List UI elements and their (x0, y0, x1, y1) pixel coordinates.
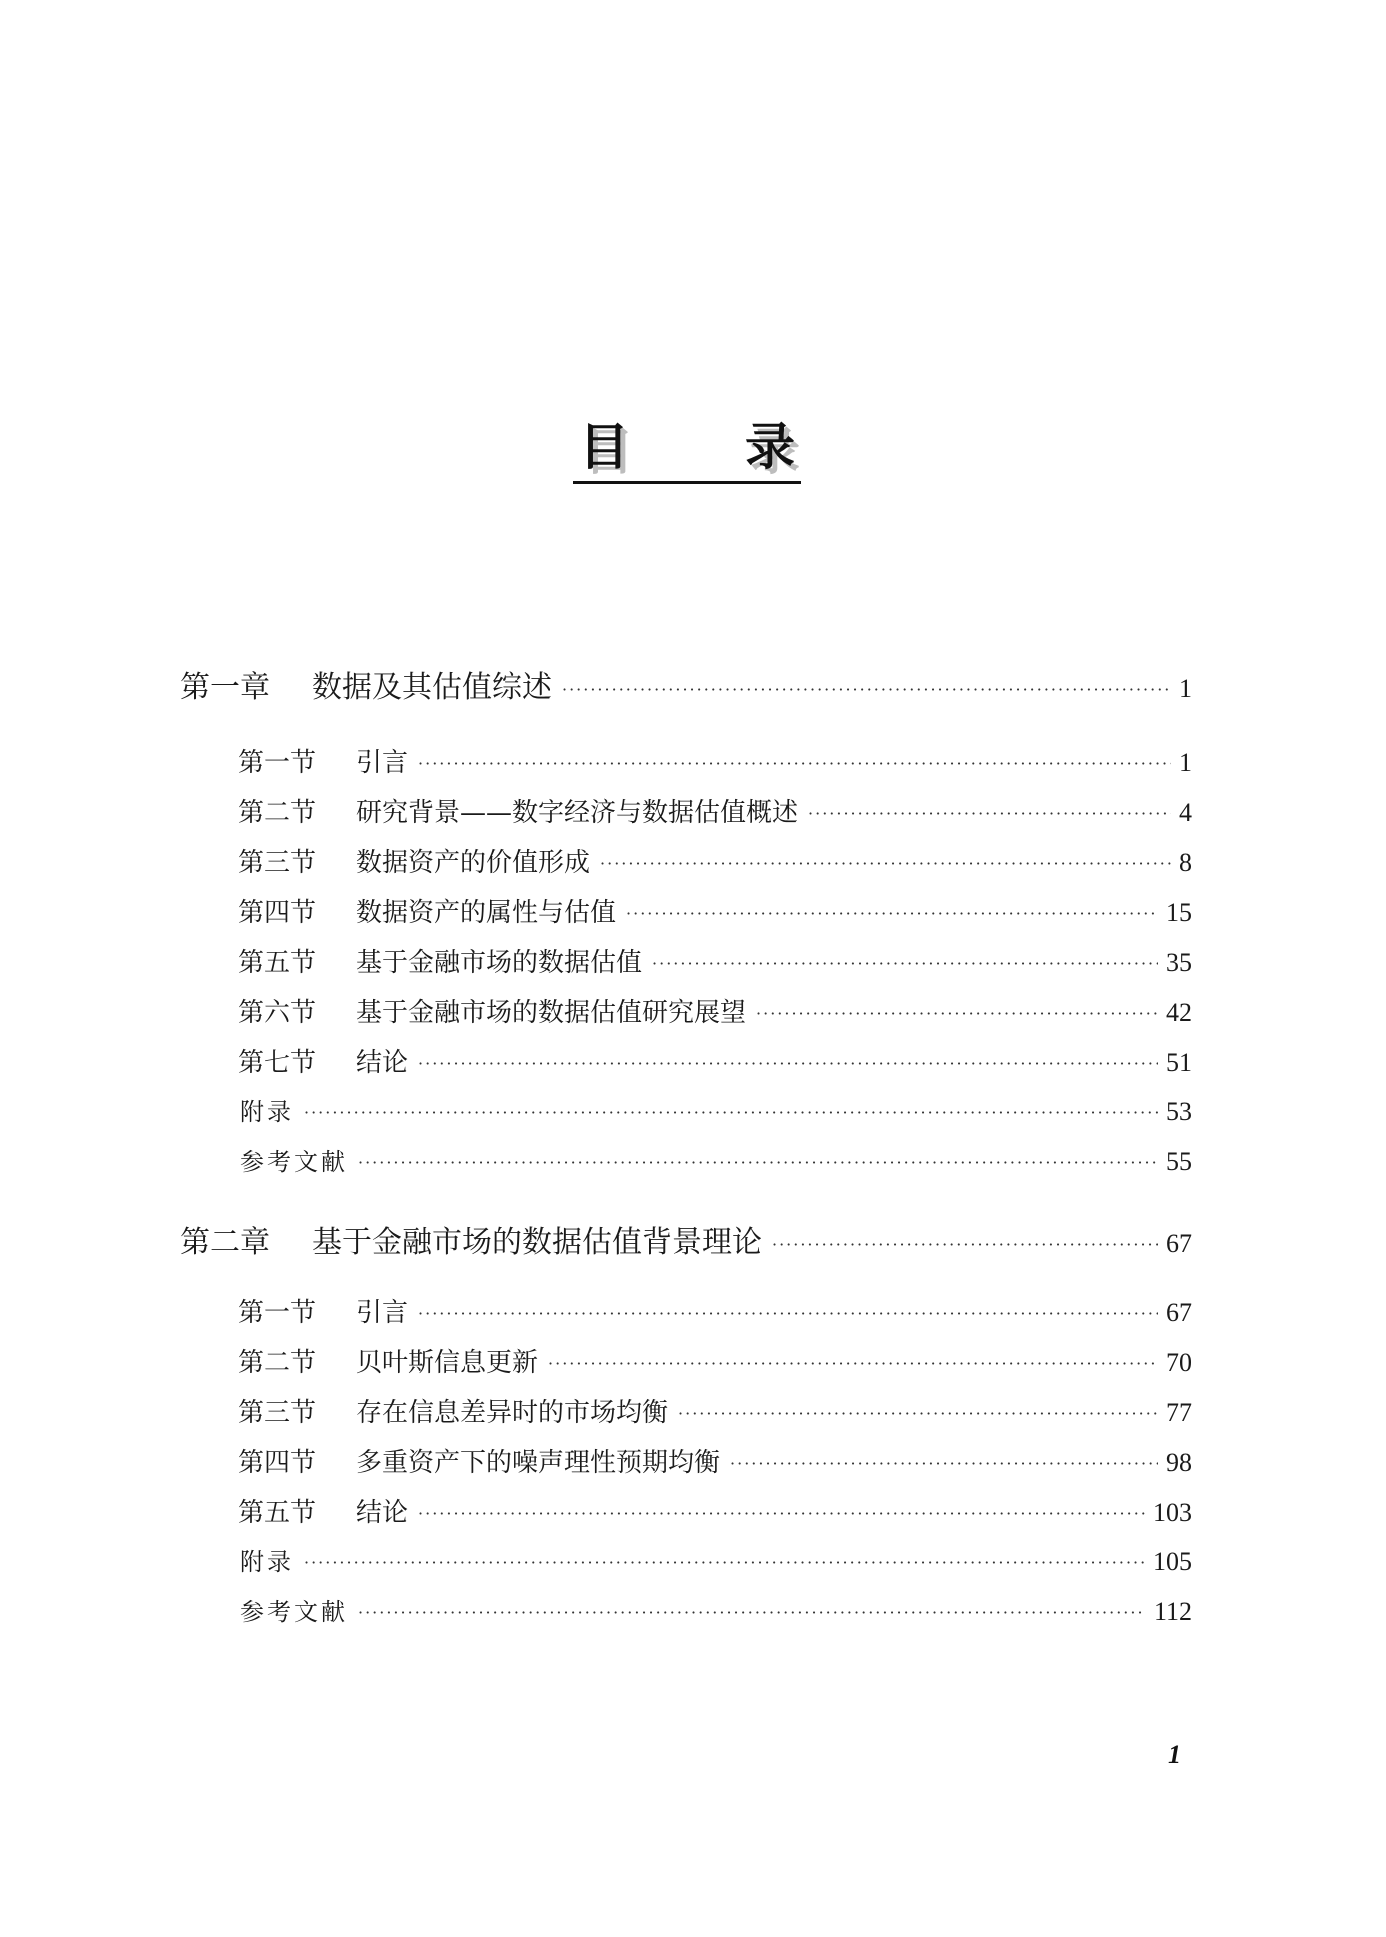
toc-section[interactable] (238, 1042, 1192, 1078)
dot-leader (418, 1504, 1145, 1523)
section-title: 存在信息差异时的市场均衡 (356, 1398, 669, 1428)
toc-section[interactable] (238, 892, 1192, 928)
dot-leader (730, 1454, 1158, 1473)
toc-references[interactable] (240, 1142, 1192, 1178)
title-underline (573, 481, 801, 484)
dot-leader (678, 1404, 1158, 1423)
section-number: 第五节 (238, 1498, 317, 1528)
chapter-number: 第一章 (180, 670, 270, 705)
section-number: 第七节 (238, 1048, 317, 1078)
section-number: 第三节 (238, 1398, 317, 1428)
toc-chapter-2[interactable] (180, 1217, 1192, 1260)
references-page: 112 (1153, 1597, 1192, 1626)
section-title: 基于金融市场的数据估值 (356, 948, 643, 978)
toc-appendix[interactable] (240, 1542, 1192, 1578)
section-number: 第五节 (238, 948, 317, 978)
toc-references[interactable] (240, 1592, 1192, 1628)
section-page: 8 (1179, 848, 1192, 877)
dot-leader (304, 1103, 1158, 1122)
toc-title-text (573, 410, 801, 476)
section-page: 67 (1166, 1298, 1192, 1327)
toc-section[interactable] (238, 992, 1192, 1028)
section-page: 77 (1166, 1398, 1192, 1427)
dot-leader (772, 1235, 1158, 1254)
section-title: 数据资产的属性与估值 (356, 898, 617, 928)
section-number: 第四节 (238, 1448, 317, 1478)
toc-section[interactable] (238, 1442, 1192, 1478)
toc-title-char-2: 录 (745, 418, 795, 476)
toc-section[interactable] (238, 1342, 1192, 1378)
section-title: 基于金融市场的数据估值研究展望 (356, 998, 747, 1028)
dot-leader (418, 1304, 1158, 1323)
dot-leader (626, 904, 1158, 923)
toc-appendix[interactable] (240, 1092, 1192, 1128)
dot-leader (418, 1054, 1158, 1073)
references-title: 参考文献 (240, 1148, 348, 1176)
section-number: 第一节 (238, 748, 317, 778)
section-title: 结论 (356, 1048, 409, 1078)
toc-section[interactable] (238, 842, 1192, 878)
chapter-page: 1 (1179, 674, 1192, 703)
toc-chapter-1[interactable] (180, 662, 1192, 705)
dot-leader (548, 1354, 1158, 1373)
section-title: 数据资产的价值形成 (356, 848, 591, 878)
chapter-title: 数据及其估值综述 (312, 670, 552, 705)
dot-leader (652, 954, 1158, 973)
chapter-title: 基于金融市场的数据估值背景理论 (312, 1225, 762, 1260)
dot-leader (562, 680, 1171, 699)
section-page: 1 (1179, 748, 1192, 777)
references-page: 55 (1166, 1147, 1192, 1176)
section-page: 42 (1166, 998, 1192, 1027)
toc-section[interactable] (238, 1492, 1192, 1528)
references-title: 参考文献 (240, 1598, 348, 1626)
section-number: 第四节 (238, 898, 317, 928)
section-title: 研究背景——数字经济与数据估值概述 (356, 798, 799, 828)
toc-section[interactable] (238, 942, 1192, 978)
toc-section[interactable] (238, 1292, 1192, 1328)
section-page: 103 (1153, 1498, 1192, 1527)
page-folio: 1 (1168, 1740, 1181, 1769)
dot-leader (418, 754, 1171, 773)
section-number: 第三节 (238, 848, 317, 878)
section-page: 70 (1166, 1348, 1192, 1377)
chapter-number: 第二章 (180, 1225, 270, 1260)
section-title: 贝叶斯信息更新 (356, 1348, 539, 1378)
toc-section[interactable] (238, 742, 1192, 778)
section-title: 引言 (356, 748, 409, 778)
section-number: 第二节 (238, 1348, 317, 1378)
section-title: 引言 (356, 1298, 409, 1328)
dot-leader (358, 1153, 1158, 1172)
dot-leader (600, 854, 1171, 873)
section-page: 35 (1166, 948, 1192, 977)
section-number: 第六节 (238, 998, 317, 1028)
appendix-title: 附录 (240, 1548, 294, 1576)
dot-leader (808, 804, 1171, 823)
section-title: 结论 (356, 1498, 409, 1528)
section-page: 98 (1166, 1448, 1192, 1477)
section-page: 4 (1179, 798, 1192, 827)
appendix-page: 105 (1153, 1547, 1192, 1576)
section-title: 多重资产下的噪声理性预期均衡 (356, 1448, 721, 1478)
toc-title (573, 410, 801, 484)
appendix-title: 附录 (240, 1098, 294, 1126)
section-page: 15 (1166, 898, 1192, 927)
dot-leader (756, 1004, 1158, 1023)
section-number: 第一节 (238, 1298, 317, 1328)
section-page: 51 (1166, 1048, 1192, 1077)
appendix-page: 53 (1166, 1097, 1192, 1126)
dot-leader (304, 1553, 1145, 1572)
toc-title-char-1: 目 (579, 418, 629, 476)
section-number: 第二节 (238, 798, 317, 828)
toc-section[interactable] (238, 1392, 1192, 1428)
dot-leader (358, 1603, 1146, 1622)
chapter-page: 67 (1166, 1229, 1192, 1258)
toc-section[interactable] (238, 792, 1192, 828)
